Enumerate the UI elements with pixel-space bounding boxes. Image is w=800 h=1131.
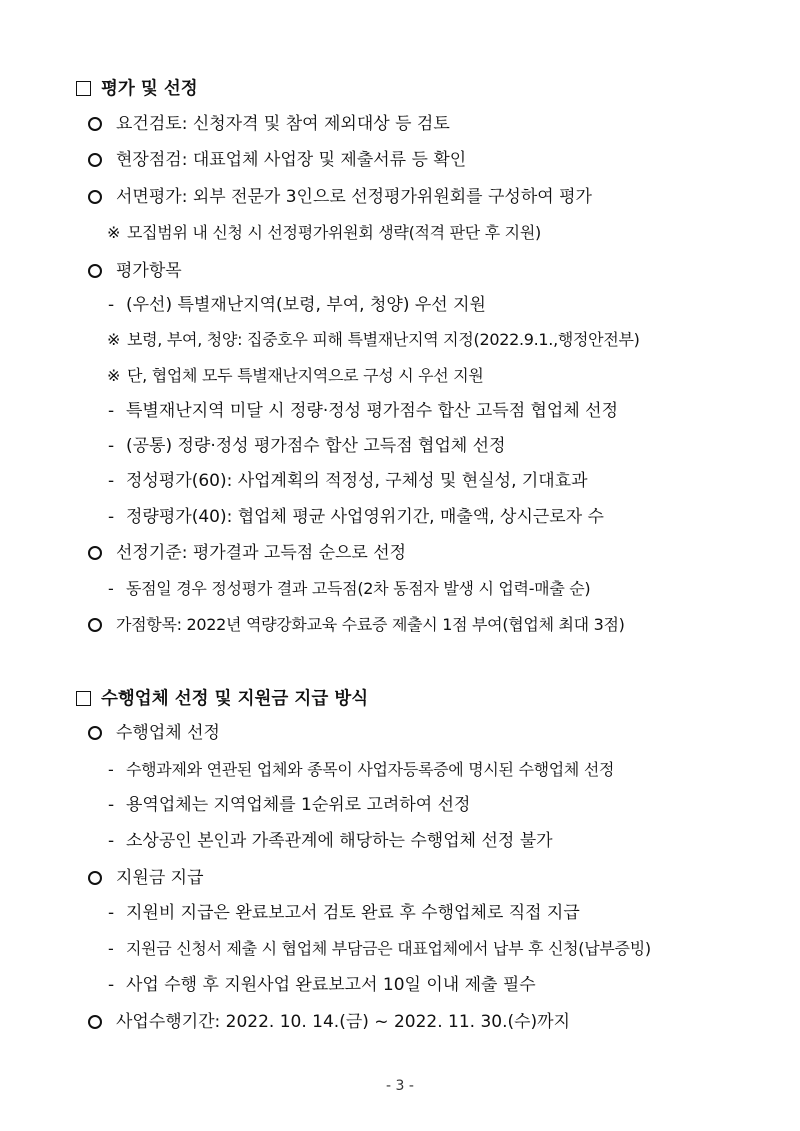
document-eval-note: ※ 모집범위 내 신청 시 선정평가위원회 생략(적격 판단 후 지원)	[107, 221, 541, 245]
document-eval-item: 서면평가: 외부 전문가 3인으로 선정평가위원회를 구성하여 평가	[88, 185, 592, 209]
vendor-item-2: - 용역업체는 지역업체를 1순위로 고려하여 선정	[108, 795, 471, 815]
eval-item-priority: - (우선) 특별재난지역(보령, 부여, 청양) 우선 지원	[108, 295, 486, 315]
reference-mark-icon: ※	[107, 330, 121, 349]
selection-criteria-sub: - 동점일 경우 정성평가 결과 고득점(2차 동점자 발생 시 업력-매출 순)	[108, 579, 591, 598]
reference-mark-icon: ※	[107, 366, 121, 385]
section1-heading: 평가 및 선정	[76, 77, 198, 101]
circle-bullet-icon	[88, 117, 102, 131]
payment-item-2: - 지원금 신청서 제출 시 협업체 부담금은 대표업체에서 납부 후 신청(납부증빙)	[108, 939, 651, 958]
project-period-item: 사업수행기간: 2022. 10. 14.(금) ~ 2022. 11. 30.(수)까지	[88, 1010, 570, 1034]
reference-mark-icon: ※	[107, 223, 121, 242]
vendor-selection-heading: 수행업체 선정	[88, 721, 220, 745]
site-check-item: 현장점검: 대표업체 사업장 및 제출서류 등 확인	[88, 148, 466, 172]
circle-bullet-icon	[88, 871, 102, 885]
bonus-points-item: 가점항목: 2022년 역량강화교육 수료증 제출시 1점 부여(협업체 최대 3점)	[88, 613, 625, 637]
eval-item-common: - (공통) 정량·정성 평가점수 합산 고득점 협업체 선정	[108, 436, 506, 456]
vendor-item-3: - 소상공인 본인과 가족관계에 해당하는 수행업체 선정 불가	[108, 831, 553, 851]
eval-item-quantitative: - 정량평가(40): 협업체 평균 사업영위기간, 매출액, 상시근로자 수	[108, 507, 604, 527]
vendor-item-1: - 수행과제와 연관된 업체와 종목이 사업자등록증에 명시된 수행업체 선정	[108, 760, 615, 779]
payment-item-1: - 지원비 지급은 완료보고서 검토 완료 후 수행업체로 직접 지급	[108, 903, 580, 923]
selection-criteria-item: 선정기준: 평가결과 고득점 순으로 선정	[88, 541, 406, 565]
circle-bullet-icon	[88, 190, 102, 204]
priority-note-2: ※ 단, 협업체 모두 특별재난지역으로 구성 시 우선 지원	[107, 364, 484, 388]
payment-heading: 지원금 지급	[88, 866, 204, 890]
payment-item-3: - 사업 수행 후 지원사업 완료보고서 10일 이내 제출 필수	[108, 975, 536, 995]
circle-bullet-icon	[88, 264, 102, 278]
checkbox-square-icon	[76, 691, 91, 706]
eval-item-fallback: - 특별재난지역 미달 시 정량·정성 평가점수 합산 고득점 협업체 선정	[108, 401, 619, 421]
page-number: - 3 -	[386, 1078, 414, 1094]
circle-bullet-icon	[88, 546, 102, 560]
circle-bullet-icon	[88, 1015, 102, 1029]
circle-bullet-icon	[88, 153, 102, 167]
checkbox-square-icon	[76, 81, 91, 96]
circle-bullet-icon	[88, 726, 102, 740]
eval-item-qualitative: - 정성평가(60): 사업계획의 적정성, 구체성 및 현실성, 기대효과	[108, 471, 588, 491]
review-item: 요건검토: 신청자격 및 참여 제외대상 등 검토	[88, 112, 450, 136]
section2-heading: 수행업체 선정 및 지원금 지급 방식	[76, 687, 368, 711]
priority-note-1: ※ 보령, 부여, 청양: 집중호우 피해 특별재난지역 지정(2022.9.1.,행정안전부)	[107, 328, 640, 352]
circle-bullet-icon	[88, 618, 102, 632]
eval-items-heading: 평가항목	[88, 259, 182, 283]
